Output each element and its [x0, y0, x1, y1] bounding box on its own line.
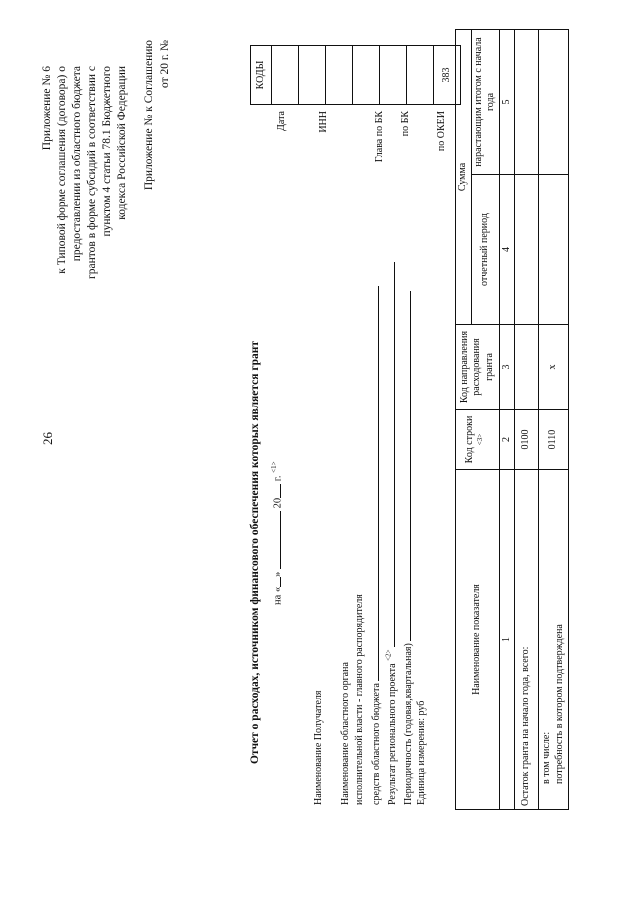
field-recipient-label: Наименование Получателя: [313, 690, 324, 805]
agreement-from: от: [158, 77, 171, 89]
code-cell-inn: [326, 46, 353, 105]
appendix-line: грантов в форме субсидий в соответствии с: [85, 66, 98, 279]
field-recipient: [313, 691, 326, 806]
appendix-line: предоставлении из областного бюджета: [70, 66, 83, 262]
appendix-line: кодекса Российской Федерации: [115, 66, 128, 220]
header-indicator: Наименование показателя: [456, 470, 500, 810]
code-label-okei: по ОКЕИ: [436, 111, 447, 152]
column-number: 1: [499, 470, 515, 810]
codes-header: КОДЫ: [251, 46, 272, 105]
field-periodicity: [400, 291, 416, 805]
row-name-line-2: потребность в котором подтверждена: [553, 624, 565, 784]
header-row-code-label: Код строки: [463, 415, 475, 464]
column-number: 4: [499, 175, 515, 325]
appendix-heading: [40, 66, 130, 396]
header-row-code-footnote: <3>: [476, 433, 485, 446]
code-label-inn: ИНН: [318, 111, 329, 133]
field-organ-label-3: средств областного бюджета: [371, 683, 382, 805]
field-organ-line-2: [354, 594, 367, 805]
code-cell-empty: [353, 46, 380, 105]
code-cell-date: [272, 46, 299, 105]
field-periodicity-line: [400, 291, 411, 641]
header-cumulative: нарастающим итогом с начала года: [471, 29, 499, 174]
row-name-line-1: в том числе:: [541, 731, 552, 784]
field-result-line: [384, 262, 395, 647]
code-label-date: Дата: [276, 111, 287, 131]
row-name: [539, 470, 569, 810]
row-code: 0110: [539, 410, 569, 470]
date-year: 20: [272, 497, 284, 509]
report-date-line: [270, 461, 285, 605]
field-result-footnote: <2>: [384, 649, 393, 661]
date-prefix: на «: [272, 586, 284, 605]
code-label-chapter: Глава по БК: [374, 111, 385, 163]
field-result-label: Результат регионального проекта: [387, 663, 398, 805]
row-direction: х: [539, 325, 569, 410]
header-sum: Сумма: [456, 29, 472, 324]
field-organ-line-3: [368, 286, 384, 805]
field-organ-label-2: исполнительной власти - главного распорядителя: [354, 594, 365, 805]
codes-block: [250, 40, 460, 225]
column-number: 2: [499, 410, 515, 470]
code-cell-bk: [407, 46, 434, 105]
header-period: отчетный период: [471, 175, 499, 325]
date-mid: »: [272, 571, 284, 577]
header-direction: Код направления расходования гранта: [456, 325, 500, 410]
code-cell-okei: 383: [434, 46, 461, 105]
field-result: [384, 262, 400, 805]
report-title: Отчет о расходах, источником финансового обеспечения которых является грант: [249, 340, 261, 765]
date-suffix: г.: [272, 475, 284, 482]
codes-labels: [250, 105, 460, 225]
report-table: [455, 29, 569, 810]
column-number: 5: [499, 29, 515, 174]
codes-table: [250, 45, 461, 105]
header-row-code: [456, 410, 500, 470]
column-number: 3: [499, 325, 515, 410]
agreement-reference: [142, 40, 173, 260]
appendix-line: Приложение № 6: [41, 66, 53, 151]
appendix-line: пунктом 4 статьи 78.1 Бюджетного: [100, 66, 113, 237]
year-blank: [271, 484, 281, 498]
date-footnote: <1>: [270, 461, 278, 473]
row-cumulative-value: [539, 29, 569, 174]
field-unit: [416, 701, 429, 805]
row-direction: [515, 325, 539, 410]
appendix-line: к Типовой форме соглашения (договора) о: [55, 66, 68, 274]
row-cumulative-value: [515, 29, 539, 174]
agreement-suffix: к Соглашению: [143, 40, 155, 112]
page-number: 26: [40, 432, 55, 445]
row-name: Остаток гранта на начало года, всего:: [515, 470, 539, 810]
field-unit-label: Единица измерения: руб: [416, 700, 427, 805]
field-periodicity-label: Периодичность (годовая,квартальная): [403, 643, 414, 805]
row-period-value: [515, 175, 539, 325]
field-organ-label-1: Наименование областного органа: [340, 662, 351, 805]
month-blank: [271, 511, 281, 569]
day-blank: [271, 577, 281, 587]
field-organ-line: [368, 286, 379, 681]
code-cell-chapter: [380, 46, 407, 105]
agreement-year-suffix: г. №: [158, 40, 171, 61]
agreement-year: 20: [158, 63, 171, 75]
code-cell-empty: [299, 46, 326, 105]
row-code: 0100: [515, 410, 539, 470]
row-period-value: [539, 175, 569, 325]
agreement-prefix: Приложение №: [143, 114, 155, 191]
code-label-bk: по БК: [400, 111, 411, 137]
field-organ-line-1: [340, 662, 353, 805]
